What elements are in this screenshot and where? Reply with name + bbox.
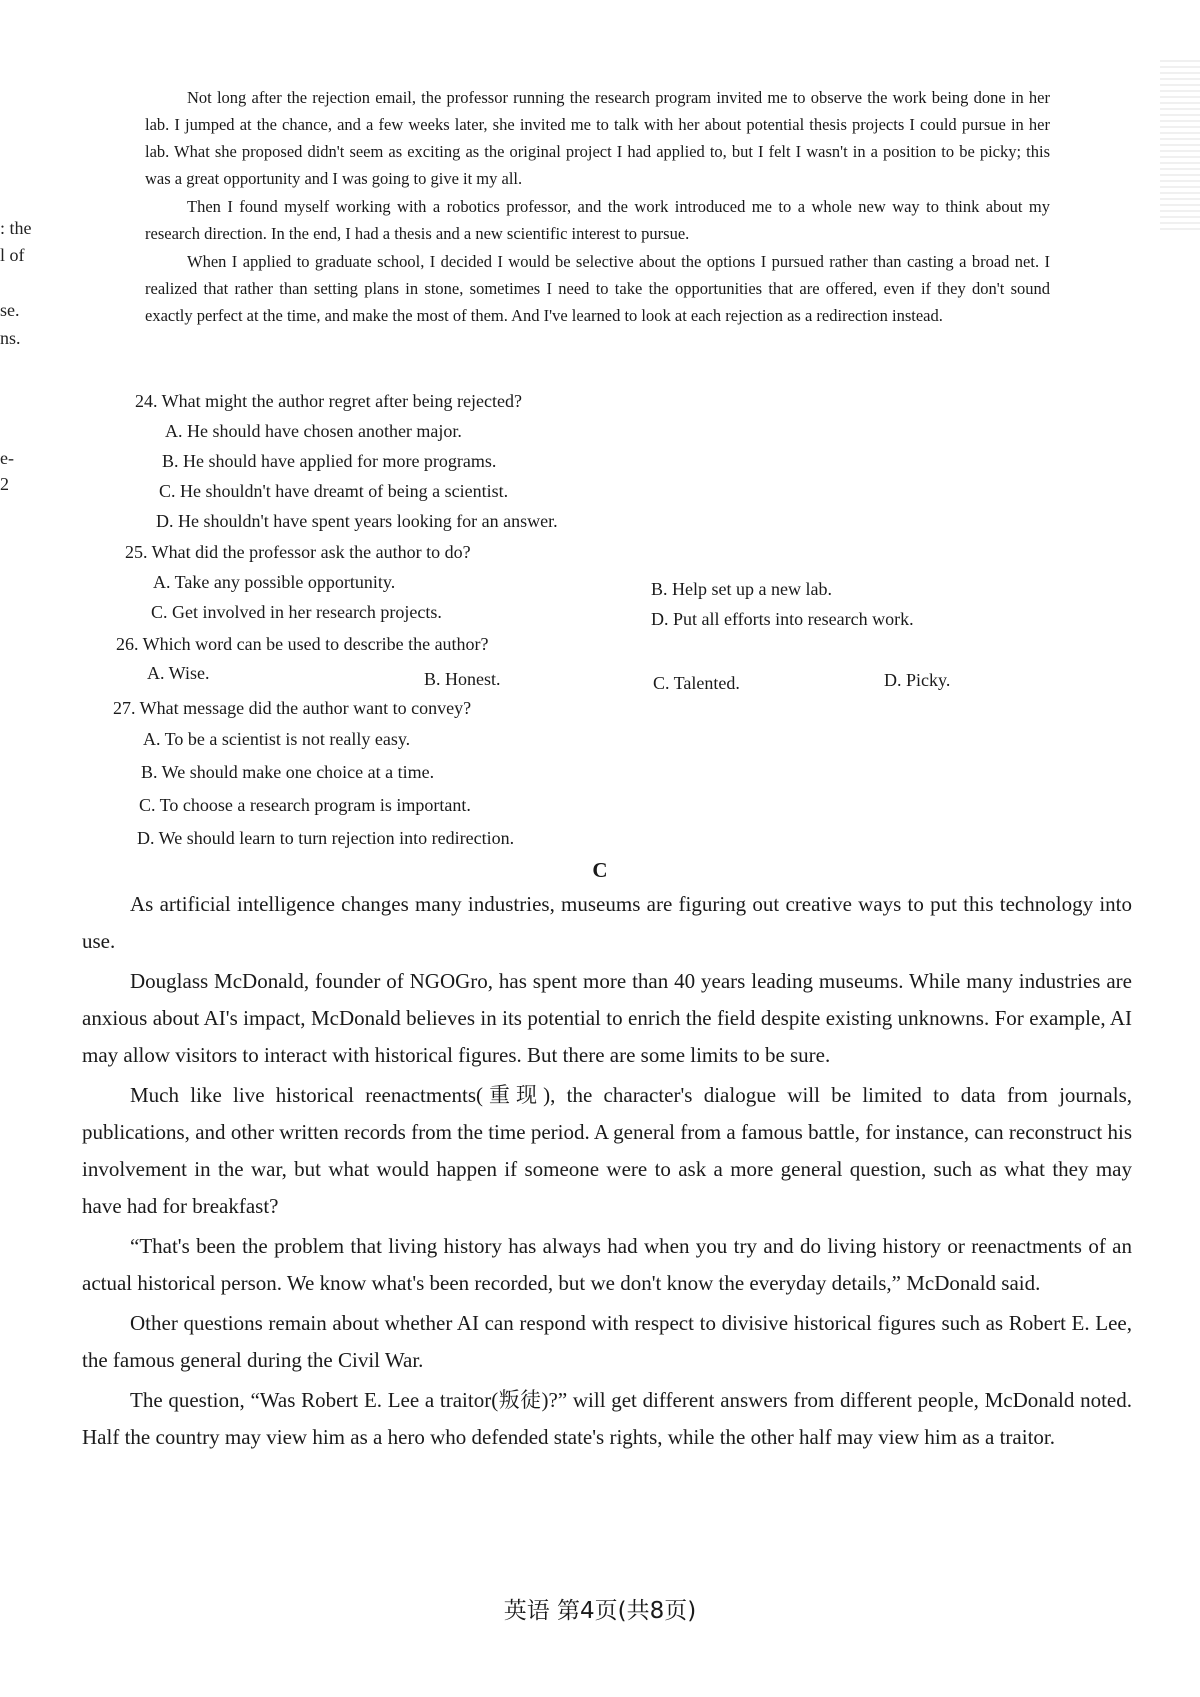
question-25-option-a: A. Take any possible opportunity. xyxy=(153,572,396,592)
question-24-option-d: D. He shouldn't have spent years looking for an answer. xyxy=(156,511,558,531)
margin-fragment: ns. xyxy=(0,328,21,348)
passage-b-paragraph: When I applied to graduate school, I decided I would be selective about the options I pursued rather than casting a broad net. I realized that rather than setting plans in stone, sometimes I need to take the opportunities that are offered, even if they don't sound exactly perfect at the time, and make the most of them. And I've learned to look at each rejection as a redirection instead. xyxy=(145,252,1050,325)
scan-edge-artifact xyxy=(1160,60,1200,230)
question-24-option-c: C. He shouldn't have dreamt of being a scientist. xyxy=(159,481,509,501)
question-26-option-d: D. Picky. xyxy=(884,670,951,690)
margin-fragment: 2 xyxy=(0,474,9,494)
question-26-option-b: B. Honest. xyxy=(424,669,501,689)
question-25-stem: 25. What did the professor ask the author to do? xyxy=(125,542,471,562)
question-24-stem: 24. What might the author regret after being rejected? xyxy=(135,391,522,411)
question-27-stem: 27. What message did the author want to convey? xyxy=(113,698,472,718)
passage-c-paragraph: Other questions remain about whether AI can respond with respect to divisive historical figures such as Robert E. Lee, the famous general during the Civil War. xyxy=(82,1311,1132,1372)
margin-fragment: e- xyxy=(0,448,14,468)
question-26-stem: 26. Which word can be used to describe the author? xyxy=(116,634,489,654)
margin-fragment: : the xyxy=(0,218,32,238)
margin-fragment: l of xyxy=(0,245,25,265)
question-25-option-b: B. Help set up a new lab. xyxy=(651,579,832,599)
question-27-option-b: B. We should make one choice at a time. xyxy=(141,762,435,782)
passage-c-paragraph: Douglass McDonald, founder of NGOGro, has spent more than 40 years leading museums. While many industries are anxious about AI's impact, McDonald believes in its potential to enrich the field despite existing unknowns. For example, AI may allow visitors to interact with historical figures. But there are some limits to be sure. xyxy=(82,969,1132,1067)
passage-c-paragraph: The question, “Was Robert E. Lee a traitor(叛徒)?” will get different answers from different people, McDonald noted. Half the country may view him as a hero who defended state's rights, while the other half may view him as a traitor. xyxy=(82,1388,1132,1449)
question-25-option-d: D. Put all efforts into research work. xyxy=(651,609,914,629)
page-footer: 英语 第4页(共8页) xyxy=(503,1598,697,1624)
passage-b xyxy=(145,84,1050,330)
passage-c xyxy=(82,886,1132,1459)
question-27-option-c: C. To choose a research program is important. xyxy=(139,795,471,815)
question-25-option-c: C. Get involved in her research projects. xyxy=(151,602,442,622)
question-24-option-b: B. He should have applied for more programs. xyxy=(162,451,497,471)
question-26-option-a: A. Wise. xyxy=(147,663,210,683)
passage-c-paragraph: As artificial intelligence changes many industries, museums are figuring out creative ways to put this technology into use. xyxy=(82,892,1132,953)
section-c-title: C xyxy=(592,858,608,882)
passage-c-paragraph: Much like live historical reenactments(重现), the character's dialogue will be limited to data from journals, publications, and other written records from the time period. A general from a famous battle, for instance, can reconstruct his involvement in the war, but what would happen if someone were to ask a more general question, such as what they may have had for breakfast? xyxy=(82,1083,1132,1218)
question-27-option-a: A. To be a scientist is not really easy. xyxy=(143,729,411,749)
passage-b-paragraph: Not long after the rejection email, the professor running the research program invited me to observe the work being done in her lab. I jumped at the chance, and a few weeks later, she invited me to talk with her about potential thesis projects I could pursue in her lab. What she proposed didn't seem as exciting as the original project I had applied to, but I felt I wasn't in a position to be picky; this was a great opportunity and I was going to give it my all. xyxy=(145,88,1050,188)
question-27-option-d: D. We should learn to turn rejection into redirection. xyxy=(137,828,515,848)
margin-fragment: se. xyxy=(0,300,20,320)
passage-c-paragraph: “That's been the problem that living history has always had when you try and do living history or reenactments of an actual historical person. We know what's been recorded, but we don't know the everyday details,” McDonald said. xyxy=(82,1234,1132,1295)
question-26-option-c: C. Talented. xyxy=(653,673,740,693)
passage-b-paragraph: Then I found myself working with a robotics professor, and the work introduced me to a whole new way to think about my research direction. In the end, I had a thesis and a new scientific interest to pursue. xyxy=(145,197,1050,243)
question-24-option-a: A. He should have chosen another major. xyxy=(165,421,462,441)
